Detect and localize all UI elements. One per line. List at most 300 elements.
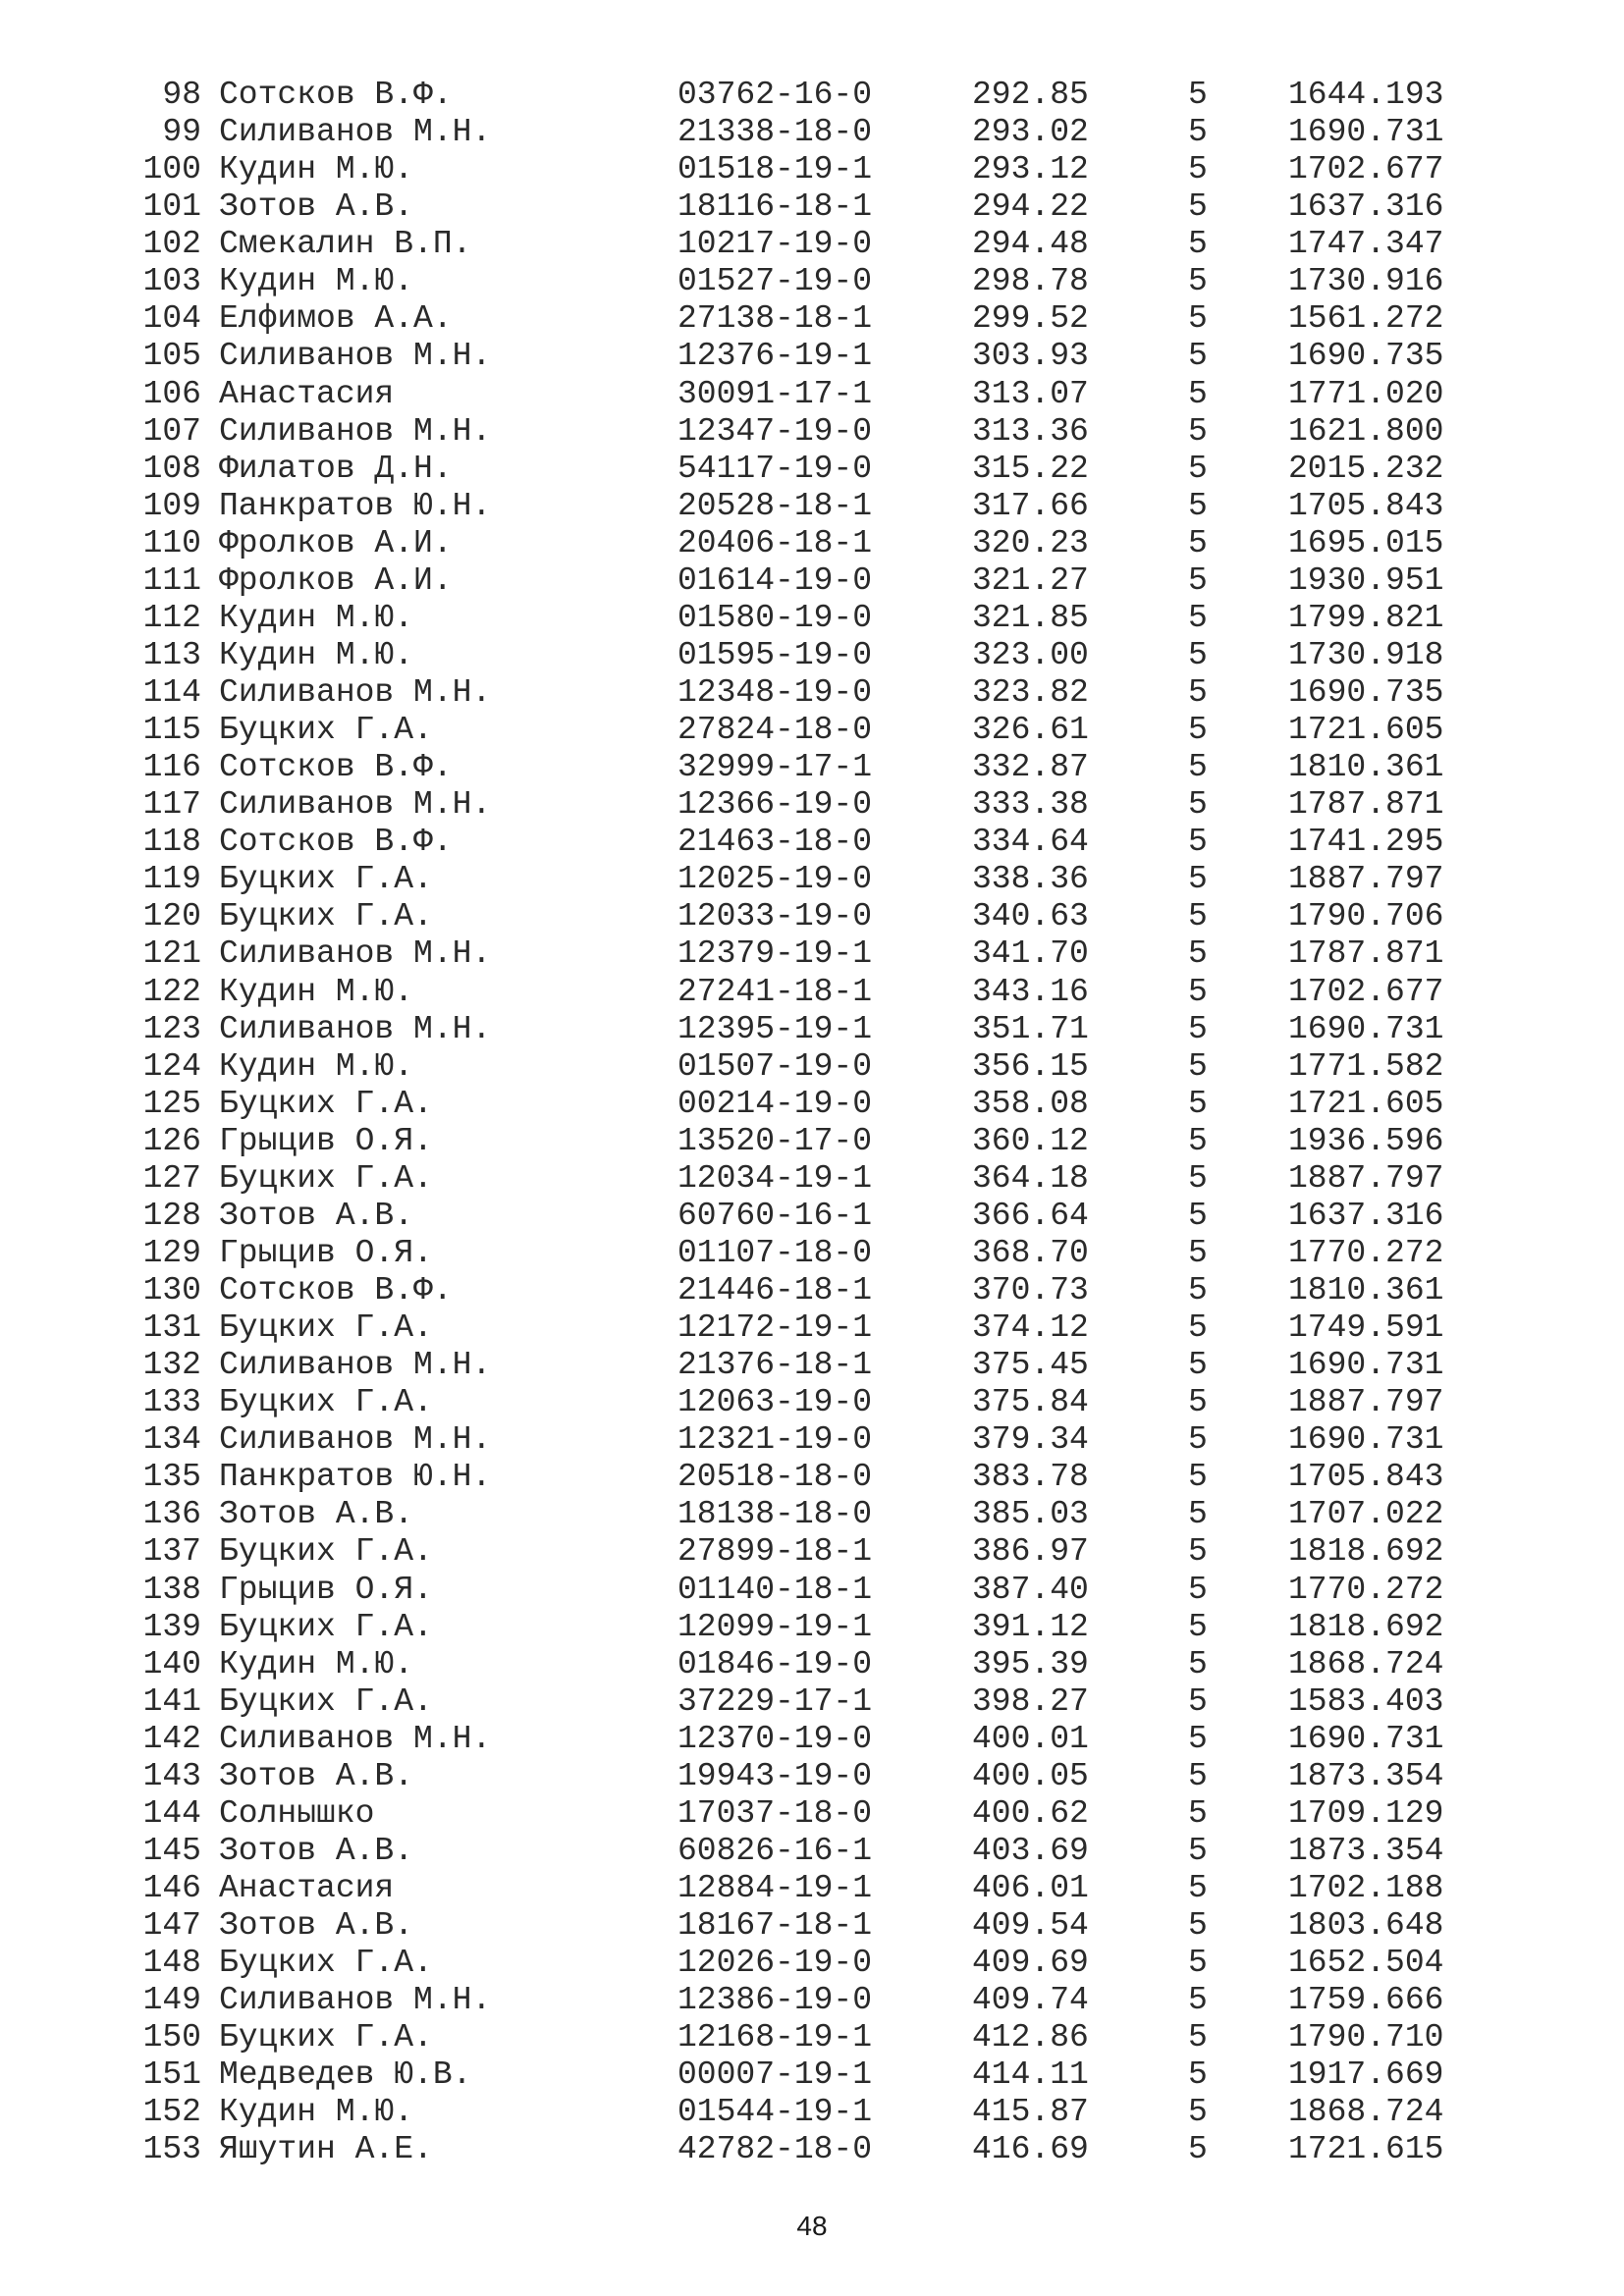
record-code: 01140-18-1 [677,1571,873,1608]
table-row [0,1721,1624,1758]
table-row [0,1309,1624,1347]
participant-name: Кудин М.Ю. [219,1047,414,1085]
row-number: 150 [142,2019,201,2056]
table-row [0,1683,1624,1721]
row-number: 151 [142,2056,201,2094]
row-number: 118 [142,824,201,861]
page-number: 48 [796,2211,828,2241]
participant-name: Кудин М.Ю. [219,151,414,188]
result-value: 298.78 [972,263,1089,300]
grade: 5 [1188,1870,1208,1906]
row-number: 110 [142,524,201,561]
grade: 5 [1188,898,1208,935]
table-row [0,786,1624,824]
grade: 5 [1188,188,1208,226]
table-row [0,77,1624,114]
record-code: 12026-19-0 [677,1945,873,1982]
total-value: 1868.724 [1288,2094,1444,2131]
row-number: 126 [142,1122,201,1159]
participant-name: Яшутин А.Е. [219,2131,433,2168]
row-number: 128 [142,1197,201,1234]
record-code: 20528-18-1 [677,487,873,524]
participant-name: Солнышко [219,1794,375,1832]
row-number: 113 [142,636,201,673]
grade: 5 [1188,712,1208,749]
participant-name: Буцких Г.А. [219,2019,433,2056]
table-row [0,1646,1624,1683]
record-code: 12395-19-1 [677,1010,873,1047]
row-number: 99 [162,114,201,151]
table-row [0,1533,1624,1571]
record-code: 27241-18-1 [677,973,873,1010]
record-code: 18138-18-0 [677,1496,873,1533]
total-value: 1637.316 [1288,188,1444,226]
row-number: 131 [142,1309,201,1347]
participant-name: Кудин М.Ю. [219,2094,414,2131]
grade: 5 [1188,300,1208,338]
participant-name: Силиванов М.Н. [219,1421,492,1459]
table-row [0,712,1624,749]
record-code: 13520-17-0 [677,1122,873,1159]
table-row [0,2094,1624,2131]
total-value: 1787.871 [1288,935,1444,973]
row-number: 152 [142,2094,201,2131]
participant-name: Зотов А.В. [219,1496,414,1533]
result-value: 343.16 [972,973,1089,1010]
record-code: 42782-18-0 [677,2131,873,2168]
grade: 5 [1188,1645,1208,1682]
result-value: 294.22 [972,188,1089,226]
participant-name: Силиванов М.Н. [219,1010,492,1047]
total-value: 1887.797 [1288,861,1444,898]
table-row [0,749,1624,786]
row-number: 114 [142,674,201,711]
total-value: 1818.692 [1288,1608,1444,1645]
row-number: 124 [142,1047,201,1085]
row-number: 144 [142,1794,201,1832]
grade: 5 [1188,1720,1208,1757]
total-value: 1747.347 [1288,226,1444,263]
grade: 5 [1188,636,1208,673]
result-value: 409.74 [972,1982,1089,2019]
table-row [0,1572,1624,1609]
record-code: 27899-18-1 [677,1533,873,1571]
result-value: 313.07 [972,375,1089,412]
table-row [0,1347,1624,1384]
result-value: 338.36 [972,861,1089,898]
result-value: 414.11 [972,2056,1089,2094]
result-value: 358.08 [972,1085,1089,1122]
row-number: 142 [142,1720,201,1757]
participant-name: Буцких Г.А. [219,1682,433,1720]
record-code: 60826-16-1 [677,1832,873,1869]
row-number: 116 [142,749,201,786]
grade: 5 [1188,861,1208,898]
row-number: 120 [142,898,201,935]
row-number: 122 [142,973,201,1010]
row-number: 136 [142,1496,201,1533]
grade: 5 [1188,524,1208,561]
participant-name: Буцких Г.А. [219,861,433,898]
grade: 5 [1188,412,1208,450]
grade: 5 [1188,1794,1208,1832]
row-number: 130 [142,1272,201,1308]
total-value: 2015.232 [1288,450,1444,487]
grade: 5 [1188,599,1208,636]
table-row [0,1011,1624,1048]
row-number: 140 [142,1645,201,1682]
row-number: 101 [142,188,201,226]
total-value: 1690.731 [1288,1010,1444,1047]
total-value: 1770.272 [1288,1571,1444,1608]
result-value: 368.70 [972,1234,1089,1271]
grade: 5 [1188,77,1208,113]
grade: 5 [1188,226,1208,263]
table-row [0,525,1624,562]
record-code: 21446-18-1 [677,1272,873,1308]
result-value: 293.12 [972,151,1089,188]
result-value: 341.70 [972,935,1089,973]
total-value: 1741.295 [1288,824,1444,861]
record-code: 17037-18-0 [677,1794,873,1832]
row-number: 107 [142,412,201,450]
grade: 5 [1188,487,1208,524]
participant-name: Медведев Ю.В. [219,2056,472,2094]
participant-name: Силиванов М.Н. [219,935,492,973]
table-row [0,1235,1624,1272]
total-value: 1887.797 [1288,1384,1444,1421]
result-value: 406.01 [972,1870,1089,1906]
participant-name: Грыцив О.Я. [219,1571,433,1608]
row-number: 115 [142,712,201,749]
participant-name: Анастасия [219,1870,395,1906]
result-value: 313.36 [972,412,1089,450]
table-row [0,413,1624,451]
record-code: 21463-18-0 [677,824,873,861]
record-code: 30091-17-1 [677,375,873,412]
total-value: 1749.591 [1288,1309,1444,1347]
grade: 5 [1188,1122,1208,1159]
total-value: 1702.677 [1288,151,1444,188]
grade: 5 [1188,786,1208,824]
result-value: 416.69 [972,2131,1089,2168]
table-row [0,2056,1624,2094]
participant-name: Филатов Д.Н. [219,450,453,487]
total-value: 1561.272 [1288,300,1444,338]
row-number: 149 [142,1982,201,2019]
participant-name: Фролков А.И. [219,561,453,599]
result-value: 299.52 [972,300,1089,338]
table-row [0,2131,1624,2168]
participant-name: Анастасия [219,375,395,412]
participant-name: Буцких Г.А. [219,1608,433,1645]
grade: 5 [1188,1421,1208,1459]
table-row [0,2019,1624,2056]
participant-name: Кудин М.Ю. [219,599,414,636]
total-value: 1621.800 [1288,412,1444,450]
record-code: 12347-19-0 [677,412,873,450]
participant-name: Буцких Г.А. [219,1533,433,1571]
row-number: 134 [142,1421,201,1459]
result-value: 391.12 [972,1608,1089,1645]
table-row [0,1982,1624,2019]
result-value: 303.93 [972,338,1089,375]
row-number: 102 [142,226,201,263]
row-number: 106 [142,375,201,412]
participant-name: Грыцив О.Я. [219,1122,433,1159]
result-value: 375.84 [972,1384,1089,1421]
result-value: 383.78 [972,1459,1089,1496]
grade: 5 [1188,1907,1208,1945]
row-number: 146 [142,1870,201,1906]
result-value: 415.87 [972,2094,1089,2131]
table-row [0,1198,1624,1235]
result-value: 340.63 [972,898,1089,935]
grade: 5 [1188,1010,1208,1047]
record-code: 12099-19-1 [677,1608,873,1645]
grade: 5 [1188,1384,1208,1421]
table-row [0,226,1624,263]
grade: 5 [1188,1085,1208,1122]
participant-name: Смекалин В.П. [219,226,472,263]
participant-name: Грыцив О.Я. [219,1234,433,1271]
grade: 5 [1188,749,1208,786]
table-row [0,562,1624,600]
grade: 5 [1188,1496,1208,1533]
record-code: 01595-19-0 [677,636,873,673]
participant-name: Буцких Г.А. [219,712,433,749]
result-value: 409.69 [972,1945,1089,1982]
record-code: 01614-19-0 [677,561,873,599]
record-code: 12379-19-1 [677,935,873,973]
participant-name: Буцких Г.А. [219,898,433,935]
result-value: 320.23 [972,524,1089,561]
grade: 5 [1188,1459,1208,1496]
result-value: 409.54 [972,1907,1089,1945]
participant-name: Сотсков В.Ф. [219,77,453,113]
participant-name: Фролков А.И. [219,524,453,561]
record-code: 19943-19-0 [677,1757,873,1794]
grade: 5 [1188,2056,1208,2094]
total-value: 1818.692 [1288,1533,1444,1571]
total-value: 1709.129 [1288,1794,1444,1832]
row-number: 103 [142,263,201,300]
participant-name: Буцких Г.А. [219,1945,433,1982]
record-code: 37229-17-1 [677,1682,873,1720]
record-code: 12034-19-1 [677,1159,873,1197]
participant-name: Зотов А.В. [219,1832,414,1869]
table-row [0,861,1624,898]
row-number: 129 [142,1234,201,1271]
participant-name: Кудин М.Ю. [219,1645,414,1682]
record-code: 01527-19-0 [677,263,873,300]
record-code: 01107-18-0 [677,1234,873,1271]
record-code: 18116-18-1 [677,188,873,226]
record-code: 01580-19-0 [677,599,873,636]
record-code: 12063-19-0 [677,1384,873,1421]
participant-name: Буцких Г.А. [219,1159,433,1197]
row-number: 153 [142,2131,201,2168]
result-value: 317.66 [972,487,1089,524]
grade: 5 [1188,1159,1208,1197]
table-row [0,376,1624,413]
participant-name: Зотов А.В. [219,1907,414,1945]
grade: 5 [1188,973,1208,1010]
total-value: 1730.918 [1288,636,1444,673]
participant-name: Силиванов М.Н. [219,1347,492,1384]
grade: 5 [1188,824,1208,861]
grade: 5 [1188,1757,1208,1794]
table-row [0,1945,1624,1982]
participant-name: Зотов А.В. [219,1757,414,1794]
participant-name: Буцких Г.А. [219,1085,433,1122]
row-number: 108 [142,450,201,487]
record-code: 01507-19-0 [677,1047,873,1085]
grade: 5 [1188,1982,1208,2019]
grade: 5 [1188,450,1208,487]
record-code: 00214-19-0 [677,1085,873,1122]
total-value: 1644.193 [1288,77,1444,113]
total-value: 1790.706 [1288,898,1444,935]
table-row [0,674,1624,712]
result-value: 292.85 [972,77,1089,113]
record-code: 20518-18-0 [677,1459,873,1496]
participant-name: Буцких Г.А. [219,1384,433,1421]
grade: 5 [1188,375,1208,412]
row-number: 109 [142,487,201,524]
participant-name: Кудин М.Ю. [219,973,414,1010]
table-row [0,600,1624,637]
table-row [0,824,1624,861]
row-number: 148 [142,1945,201,1982]
total-value: 1707.022 [1288,1496,1444,1533]
row-number: 105 [142,338,201,375]
participant-name: Кудин М.Ю. [219,263,414,300]
row-number: 111 [142,561,201,599]
row-number: 125 [142,1085,201,1122]
row-number: 100 [142,151,201,188]
participant-name: Буцких Г.А. [219,1309,433,1347]
table-row [0,935,1624,973]
result-value: 323.00 [972,636,1089,673]
total-value: 1690.735 [1288,674,1444,711]
grade: 5 [1188,1309,1208,1347]
participant-name: Силиванов М.Н. [219,412,492,450]
total-value: 1690.731 [1288,1421,1444,1459]
row-number: 145 [142,1832,201,1869]
table-row [0,1272,1624,1309]
result-value: 351.71 [972,1010,1089,1047]
result-value: 360.12 [972,1122,1089,1159]
row-number: 121 [142,935,201,973]
participant-name: Силиванов М.Н. [219,786,492,824]
table-row [0,488,1624,525]
total-value: 1690.735 [1288,338,1444,375]
table-row [0,263,1624,300]
result-value: 366.64 [972,1197,1089,1234]
participant-name: Силиванов М.Н. [219,674,492,711]
participant-name: Силиванов М.Н. [219,114,492,151]
row-number: 117 [142,786,201,824]
table-row [0,1160,1624,1198]
results-table [0,77,1624,2169]
table-row [0,898,1624,935]
row-number: 138 [142,1571,201,1608]
result-value: 333.38 [972,786,1089,824]
record-code: 12321-19-0 [677,1421,873,1459]
record-code: 12033-19-0 [677,898,873,935]
record-code: 32999-17-1 [677,749,873,786]
total-value: 1770.272 [1288,1234,1444,1271]
row-number: 147 [142,1907,201,1945]
row-number: 98 [162,77,201,113]
total-value: 1690.731 [1288,1720,1444,1757]
result-value: 315.22 [972,450,1089,487]
record-code: 18167-18-1 [677,1907,873,1945]
total-value: 1930.951 [1288,561,1444,599]
result-value: 323.82 [972,674,1089,711]
participant-name: Зотов А.В. [219,1197,414,1234]
total-value: 1936.596 [1288,1122,1444,1159]
total-value: 1705.843 [1288,1459,1444,1496]
participant-name: Силиванов М.Н. [219,1720,492,1757]
table-row [0,637,1624,674]
result-value: 370.73 [972,1272,1089,1308]
record-code: 01518-19-1 [677,151,873,188]
table-row [0,151,1624,188]
record-code: 12376-19-1 [677,338,873,375]
record-code: 12168-19-1 [677,2019,873,2056]
table-row [0,114,1624,151]
row-number: 104 [142,300,201,338]
grade: 5 [1188,1347,1208,1384]
total-value: 1873.354 [1288,1832,1444,1869]
table-row [0,1795,1624,1833]
record-code: 12370-19-0 [677,1720,873,1757]
record-code: 03762-16-0 [677,77,873,113]
table-row [0,1496,1624,1533]
row-number: 119 [142,861,201,898]
grade: 5 [1188,338,1208,375]
row-number: 123 [142,1010,201,1047]
row-number: 132 [142,1347,201,1384]
participant-name: Зотов А.В. [219,188,414,226]
participant-name: Силиванов М.Н. [219,338,492,375]
table-row [0,1609,1624,1646]
grade: 5 [1188,674,1208,711]
total-value: 1702.677 [1288,973,1444,1010]
result-value: 379.34 [972,1421,1089,1459]
result-value: 294.48 [972,226,1089,263]
table-row [0,338,1624,375]
result-value: 400.62 [972,1794,1089,1832]
table-row [0,1870,1624,1907]
total-value: 1810.361 [1288,1272,1444,1308]
result-value: 321.85 [972,599,1089,636]
table-row [0,1459,1624,1496]
result-value: 374.12 [972,1309,1089,1347]
grade: 5 [1188,114,1208,151]
record-code: 12348-19-0 [677,674,873,711]
table-row [0,300,1624,338]
result-value: 400.05 [972,1757,1089,1794]
grade: 5 [1188,1832,1208,1869]
result-value: 398.27 [972,1682,1089,1720]
result-value: 395.39 [972,1645,1089,1682]
record-code: 00007-19-1 [677,2056,873,2094]
grade: 5 [1188,1608,1208,1645]
grade: 5 [1188,2094,1208,2131]
